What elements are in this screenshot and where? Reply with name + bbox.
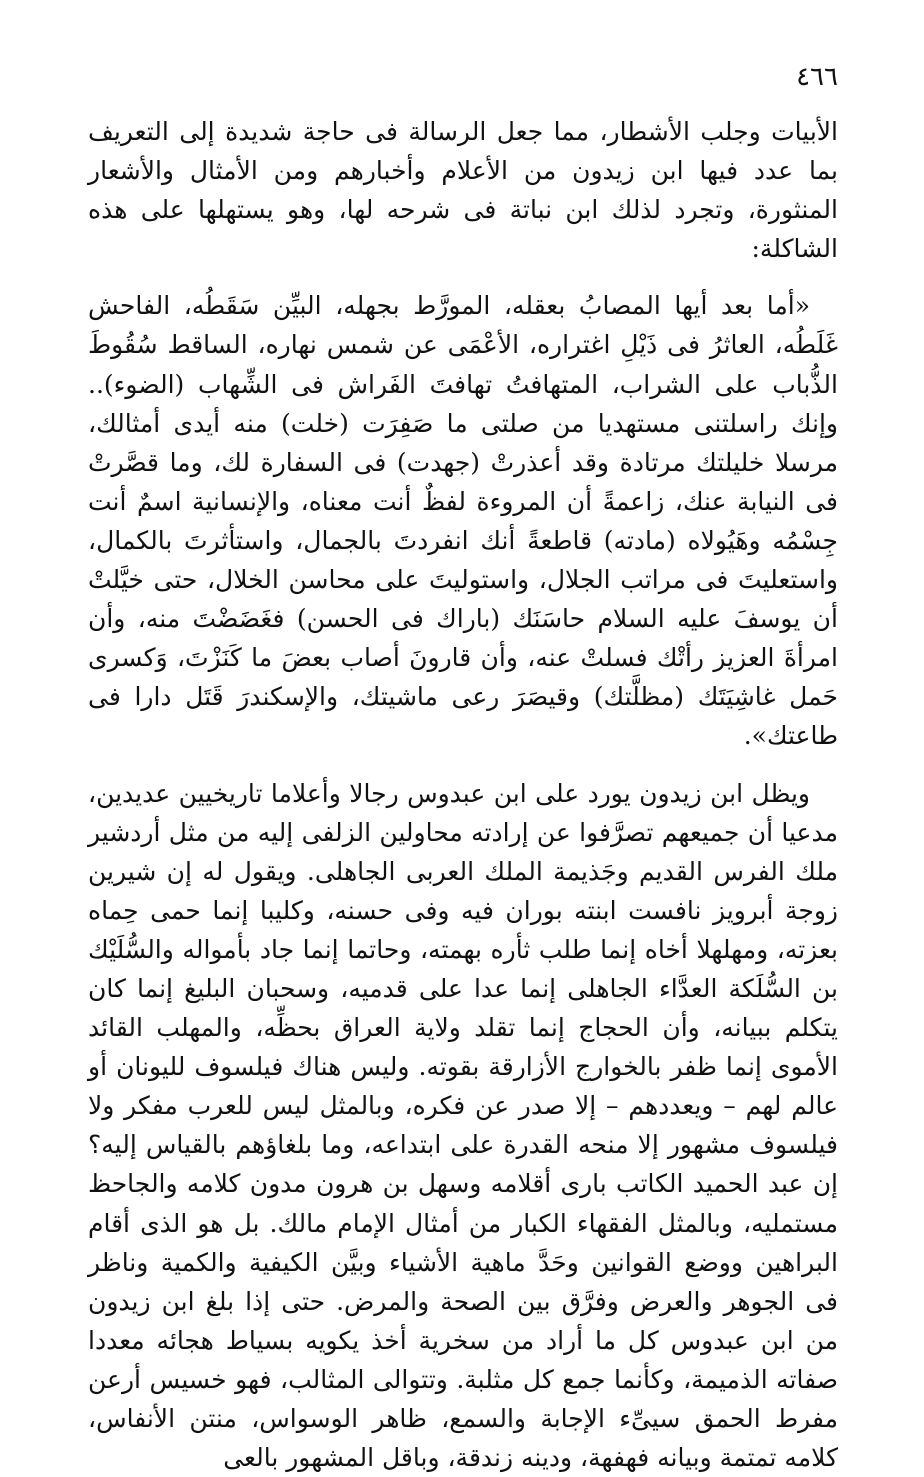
commentary-paragraph: ويظل ابن زيدون يورد على ابن عبدوس رجالا وأعلاما تاريخيين عديدين، مدعيا أن جميعهم تصرَّفوا عن إرادته محاولين الزلفى إليه من مثل أردشير ملك الفرس القديم وجَذيمة الملك العربى الجاهلى. ويقول له إن شيرين زوجة أبرويز نافست ابنته بوران فيه وفى حسنه، وكليبا إنما حمى حِماه بعزته، ومهلهلا أخاه إنما طلب ثأره بهمته، وحاتما إنما جاد بأمواله والسُّلَيْك بن السُّلَكة العدَّاء الجاهلى إنما عدا على قدميه، وسحبان البليغ إنما كان يتكلم ببيانه، وأن الحجاج إنما تقلد ولاية العراق بحظِّه، والمهلب القائد الأموى إنما ظفر بالخوارج الأزارقة بقوته. وليس هناك فيلسوف لليونان أو عالم لهم – ويعددهم – إلا صدر عن فكره، وبالمثل ليس للعرب مفكر ولا فيلسوف مشهور إلا منحه القدرة على ابتداعه، وما بلغاؤهم بالقياس إليه؟ إن عبد الحميد الكاتب بارى أقلامه وسهل بن هرون مدون كلامه والجاحظ مستمليه، وبالمثل الفقهاء الكبار من أمثال الإمام مالك. بل هو الذى أقام البراهين ووضع القوانين وحَدَّ ماهية الأشياء وبيَّن الكيفية والكمية وناظر فى الجوهر والعرض وفرَّق بين الصحة والمرض. حتى إذا بلغ ابن زيدون من ابن عبدوس كل ما أراد من سخرية أخذ يكويه بسياط هجائه معددا صفاته الذميمة، وكأنما جمع كل مثلبة. وتتوالى المثالب، فهو خسيس أرعن مفرط الحمق سيىِّء الإجابة والسمع، ظاهر الوسواس، منتن الأنفاس، كلامه تمتمة وبيانه فهفهة، ودينه زندقة، وباقل المشهور بالعى [88,774,838,1477]
quoted-letter-paragraph: «أما بعد أيها المصابُ بعقله، المورَّط بجهله، البيِّن سَقَطُه، الفاحش غَلَطُه، العاثرُ فى ذَيْلِ اغتراره، الأعْمَى عن شمس نهاره، الساقط سُقُوطَ الذُّباب على الشراب، المتهافتُ تهافتَ الفَراش فى الشِّهاب (الضوء).. وإنك راسلتنى مستهديا من صلتى ما صَفِرَت (خلت) منه أيدى أمثالك، مرسلا خليلتك مرتادة وقد أعذرتْ (جهدت) فى السفارة لك، وما قصَّرتْ فى النيابة عنك، زاعمةً أن المروءة لفظٌ أنت معناه، والإنسانية اسمٌ أنت جِسْمُه وهَيُولاه (مادته) قاطعةً أنك انفردتَ بالجمال، واستأثرتَ بالكمال، واستعليتَ فى مراتب الجلال، واستوليتَ على محاسن الخلال، حتى خيَّلتْ أن يوسفَ عليه السلام حاسَنَك (باراك فى الحسن) فغَضَضْتَ منه، وأن امرأةَ العزيز رأتْك فسلتْ عنه، وأن قارونَ أصاب بعضَ ما كَنَزْتَ، وَكسرى حَمل غاشِيَتَك (مظلَّتك) وقيصَرَ رعى ماشيتك، والإسكندرَ قَتَل دارا فى طاعتك». [88,286,838,755]
page-number: ٤٦٦ [796,62,838,92]
body-text [88,112,838,1477]
document-page [88,62,838,1312]
intro-paragraph: الأبيات وجلب الأشطار، مما جعل الرسالة فى حاجة شديدة إلى التعريف بما عدد فيها ابن زيدون من الأعلام وأخبارهم ومن الأمثال والأشعار المنثورة، وتجرد لذلك ابن نباتة فى شرحه لها، وهو يستهلها على هذه الشاكلة: [88,112,838,268]
